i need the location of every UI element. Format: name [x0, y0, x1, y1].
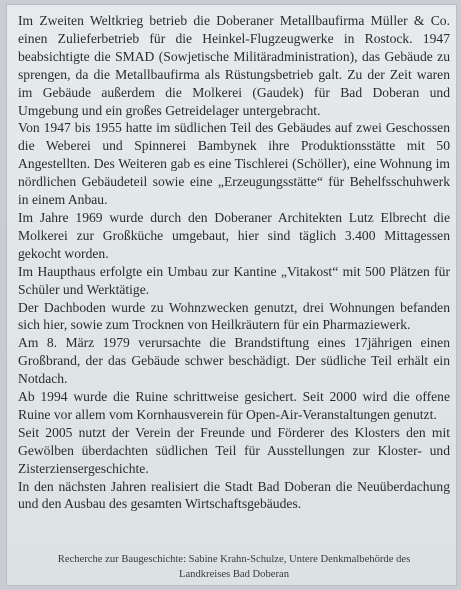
paragraph-wartime: Im Zweiten Weltkrieg betrieb die Doberaner Metallbaufirma Müller & Co. einen Zulieferbetrieb für die Heinkel-Flugzeugwerke in Rostock. 1947 beabsichtigte die SMAD (Sowjetische Militäradministration), das Gebäude zu sprengen, da die Metallbaufirma als Rüstungsbetrieb galt. Zu der Zeit waren im Gebäude außerdem die Molkerei (Gaudek) für Bad Doberan und Umgebung und ein großes Getreidelager untergebracht. [18, 13, 450, 118]
paragraph-fire: Am 8. März 1979 verursachte die Brandstiftung eines 17jährigen einen Großbrand, der das Gebäude schwer beschädigt. Der südliche Teil erhält ein Notdach. [18, 335, 450, 387]
paragraph-canteen: Im Haupthaus erfolgte ein Umbau zur Kantine „Vitakost“ mit 500 Plätzen für Schüler und Werktätige. [18, 263, 450, 297]
paragraph-association: Seit 2005 nutzt der Verein der Freunde und Förderer des Klosters den mit Gewölben überdachten südlichen Teil für Ausstellungen zur Kloster- und Zisterziensergeschichte. [18, 424, 450, 476]
paragraph-ruin: Ab 1994 wurde die Ruine schrittweise gesichert. Seit 2000 wird die offene Ruine vor allem vom Kornhausverein für Open-Air-Veranstaltungen genutzt. [18, 389, 450, 422]
source-credit-line-2: Landkreises Bad Doberan [178, 569, 290, 580]
paragraph-kitchen: Im Jahre 1969 wurde durch den Doberaner Architekten Lutz Elbrecht die Molkerei zur Großküche umgebaut, hier sind täglich 3.400 Mittagessen gekocht worden. [18, 209, 450, 261]
paragraph-future: In den nächsten Jahren realisiert die Stadt Bad Doberan die Neuüberdachung und den Ausbau des gesamten Wirtschaftsgebäudes. [18, 478, 450, 512]
source-credit [18, 552, 450, 582]
paragraph-attic: Der Dachboden wurde zu Wohnzwecken genutzt, drei Wohnungen befanden sich hier, sowie zum Trocknen von Heilkräutern für ein Pharmaziewerk. [18, 299, 450, 333]
information-sign [6, 4, 457, 586]
history-text [18, 12, 450, 513]
paragraph-weaving-mill: Von 1947 bis 1955 hatte im südlichen Teil des Gebäudes auf zwei Geschossen die Weberei und Spinnerei Bambynek ihre Produktionsstätte mit 50 Angestellten. Des Weiteren gab es eine Tischlerei (Schöller), eine Wohnung im nördlichen Gebäudeteil sowie eine „Erzeugungsstätte“ für Behelfsschuhwerk in einem Anbau. [18, 120, 450, 208]
source-credit-line-1: Recherche zur Baugeschichte: Sabine Krahn-Schulze, Untere Denkmalbehörde des [57, 554, 411, 565]
